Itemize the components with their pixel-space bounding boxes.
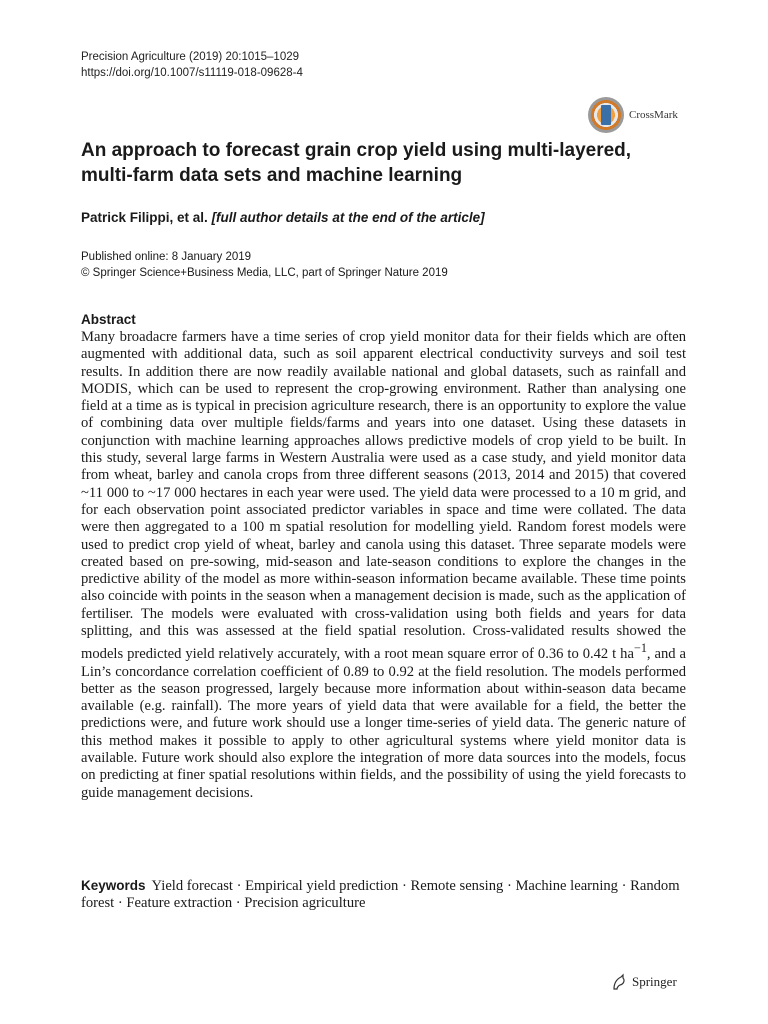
author-line bbox=[81, 210, 485, 225]
keywords-block bbox=[81, 877, 686, 913]
doi-link[interactable]: https://doi.org/10.1007/s11119-018-09628-4 bbox=[81, 67, 303, 79]
abstract-text bbox=[81, 329, 686, 802]
crossmark-label: CrossMark bbox=[629, 109, 678, 121]
publisher-name: Springer bbox=[632, 974, 677, 989]
publisher-footer bbox=[611, 973, 677, 991]
crossmark-icon bbox=[588, 97, 624, 133]
journal-citation: Precision Agriculture (2019) 20:1015–1029 bbox=[81, 51, 300, 63]
abstract-heading: Abstract bbox=[81, 312, 136, 327]
springer-horse-icon bbox=[611, 973, 627, 991]
abstract-text-part-2: , and a Lin’s concordance correlation coefficient of 0.89 to 0.92 at the field resolution. The models performed better as the season progressed, largely because more information about within-season data became available (e.g. rainfall). The more years of yield data that were available for a field, the better the predictions were, and future work should use a longer time-series of yield data. The generic nature of this method makes it possible to apply to other agricultural systems where yield monitor data is available. Future work should also explore the integration of more data sources into the models, focus on predicting at finer spatial resolutions within fields, and the possibility of using the yield forecasts to guide management decisions. bbox=[81, 646, 687, 801]
keywords-heading: Keywords bbox=[81, 878, 146, 893]
copyright-line: © Springer Science+Business Media, LLC, part of Springer Nature 2019 bbox=[81, 267, 448, 279]
published-date: Published online: 8 January 2019 bbox=[81, 251, 252, 263]
keywords-list: Yield forecast · Empirical yield prediction · Remote sensing · Machine learning · Random forest · Feature extraction · Precision agriculture bbox=[81, 878, 680, 912]
author-details-note: [full author details at the end of the article] bbox=[211, 210, 485, 225]
publication-info bbox=[81, 249, 448, 281]
abstract-text-part-1: Many broadacre farmers have a time series of crop yield monitor data for their fields which are often augmented with additional data, such as soil apparent electrical conductivity surveys and soil test results. In addition there are now readily available national and global datasets, such as rainfall and MODIS, which can be used to represent the crop-growing environment. Rather than analysing one field at a time as is typical in precision agriculture research, there is an opportunity to explore the value of combining data over multiple fields/farms and years into one dataset. Using these datasets in conjunction with machine learning approaches allows predictive models of crop yield to be built. In this study, several large farms in Western Australia were used as a case study, and yield monitor data from wheat, barley and canola crops from three different seasons (2013, 2014 and 2015) that covered ~11 000 to ~17 000 hectares in each year were used. The yield data were processed to a 10 m grid, and for each observation point associated predictor variables in space and time were collated. The data were then aggregated to a 100 m spatial resolution for modelling yield. Random forest models were used to predict crop yield of wheat, barley and canola using this dataset. Three separate models were created based on pre-sowing, mid-season and late-season conditions to explore the changes in the predictive ability of the model as more within-season information became available. These time points also coincide with points in the season when a management decision is made, such as the application of fertiliser. The models were evaluated with cross-validation using both fields and years for data splitting, and this was assessed at the field spatial resolution. Cross-validated results showed the models predicted yield relatively accurately, with a root mean square error of 0.36 to 0.42 t ha bbox=[81, 329, 686, 663]
journal-header bbox=[81, 49, 303, 81]
crossmark-badge[interactable] bbox=[588, 97, 678, 133]
abstract-superscript: −1 bbox=[633, 641, 647, 656]
author-names: Patrick Filippi, et al. bbox=[81, 210, 208, 225]
paper-title: An approach to forecast grain crop yield using multi-layered, multi-farm data sets and machine learning bbox=[81, 140, 632, 186]
